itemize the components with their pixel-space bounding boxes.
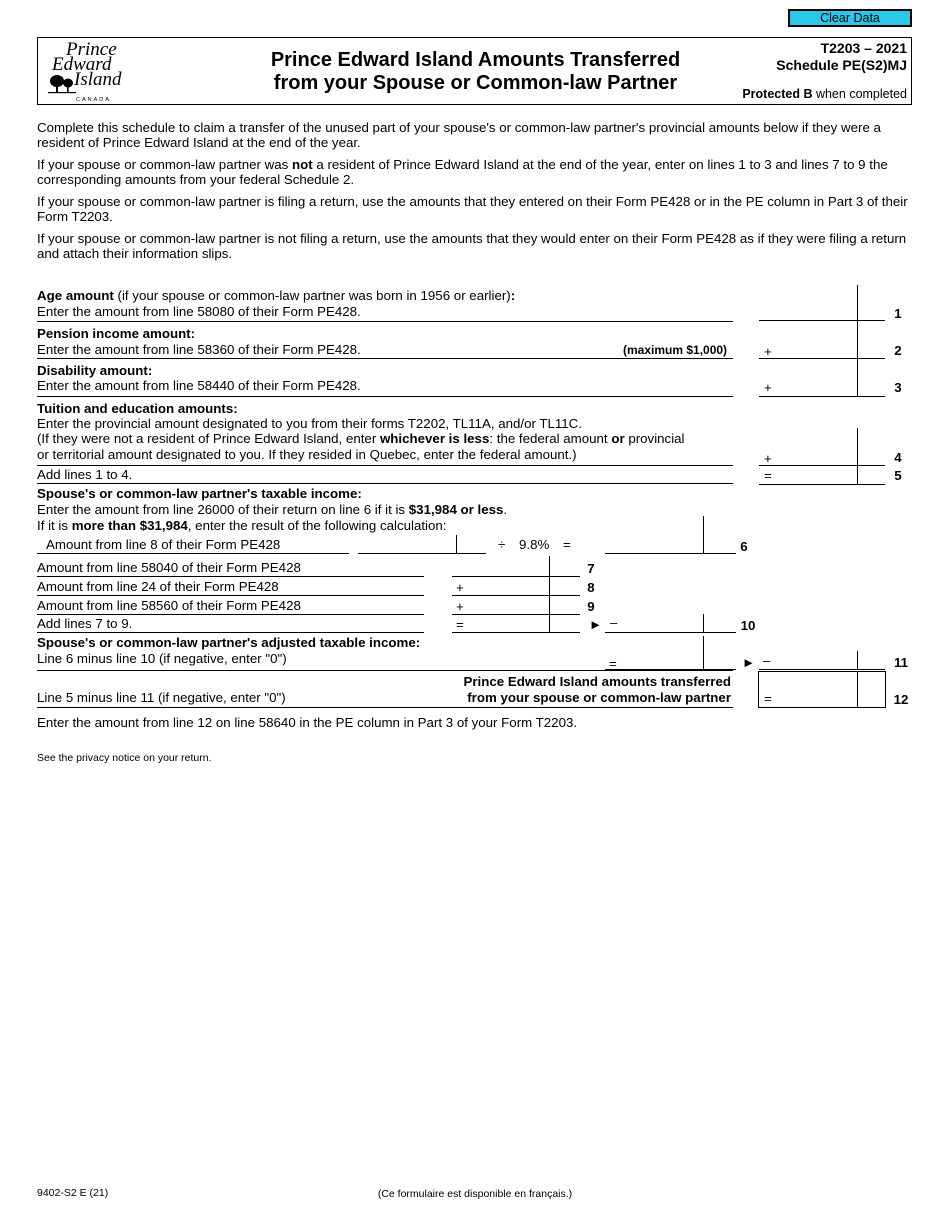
line11-minus: – xyxy=(763,653,771,668)
line-number-12: 12 xyxy=(893,692,909,707)
line11-arrow-icon: ► xyxy=(742,655,756,670)
line4-desc1: Enter the provincial amount designated to you from their forms T2202, TL11A, and/or TL11C. xyxy=(37,416,582,431)
line11-sub-amount-input[interactable] xyxy=(622,652,703,669)
line11-equals: = xyxy=(609,656,617,671)
line9-desc: Amount from line 58560 of their Form PE428 xyxy=(37,598,301,613)
line10-minus: – xyxy=(610,615,618,630)
line6-amount-input[interactable] xyxy=(606,536,703,553)
line4-desc2: (If they were not a resident of Prince Edward Island, enter whichever is less: the federal amount or provincial xyxy=(37,431,685,446)
line4-amount-input[interactable] xyxy=(775,448,856,465)
line12-amount-input[interactable] xyxy=(776,688,856,705)
clear-data-button[interactable]: Clear Data xyxy=(788,9,912,27)
line-number-5: 5 xyxy=(894,468,902,483)
line2-plus: + xyxy=(764,344,772,359)
row-separator xyxy=(37,358,733,359)
line12-desc: Line 5 minus line 11 (if negative, enter "0") xyxy=(37,690,286,705)
intro-p3: If your spouse or common-law partner is filing a return, use the amounts that they entered on their Form PE428 or in the PE column in Part 3 of their Form T2203. xyxy=(37,194,908,224)
line10-sub-amount-input[interactable] xyxy=(467,616,549,632)
line10-equals: = xyxy=(456,617,464,632)
line11-title: Spouse's or common-law partner's adjusted taxable income: xyxy=(37,635,421,650)
line8-plus: + xyxy=(456,580,464,595)
line7-desc: Amount from line 58040 of their Form PE428 xyxy=(37,560,301,575)
line10-amount-input[interactable] xyxy=(622,615,703,632)
line2-amount-input[interactable] xyxy=(775,341,856,358)
line2-title: Pension income amount: xyxy=(37,326,196,341)
row-separator xyxy=(37,670,733,671)
line3-desc: Enter the amount from line 58440 of their Form PE428. xyxy=(37,378,361,393)
line12-equals: = xyxy=(764,691,772,706)
line9-plus: + xyxy=(456,599,464,614)
line7-amount-input[interactable] xyxy=(452,559,549,576)
protected-label: Protected B when completed xyxy=(742,87,907,101)
line12-label2: from your spouse or common-law partner xyxy=(467,690,731,705)
line-number-8: 8 xyxy=(587,580,595,595)
row-separator xyxy=(37,396,733,397)
footer-french-note: (Ce formulaire est disponible en français.) xyxy=(377,1188,573,1200)
line1-underline xyxy=(759,320,885,321)
line10-arrow-icon: ► xyxy=(589,617,603,632)
line-number-11: 11 xyxy=(893,655,909,670)
line-number-6: 6 xyxy=(740,539,748,554)
line-number-4: 4 xyxy=(894,450,902,465)
line-number-3: 3 xyxy=(894,380,902,395)
line5-amount-input[interactable] xyxy=(775,467,856,484)
pei-logo: Prince Edward Island CANADA xyxy=(46,40,136,102)
line9-amount-input[interactable] xyxy=(467,597,549,614)
line1-amount-input[interactable] xyxy=(760,303,856,320)
line2-max: (maximum $1,000) xyxy=(623,343,728,357)
line4-plus: + xyxy=(764,451,772,466)
line3-title: Disability amount: xyxy=(37,363,153,378)
line6-title: Spouse's or common-law partner's taxable income: xyxy=(37,486,362,501)
line8-desc: Amount from line 24 of their Form PE428 xyxy=(37,579,279,594)
line6-rate: 9.8% xyxy=(519,537,550,552)
line-number-1: 1 xyxy=(894,306,902,321)
row-separator xyxy=(37,465,733,466)
line6-divide: ÷ xyxy=(498,537,506,552)
line6-desc2: If it is more than $31,984, enter the result of the following calculation: xyxy=(37,518,447,533)
line-number-7: 7 xyxy=(587,561,595,576)
intro-p1: Complete this schedule to claim a transfer of the unused part of your spouse's or common-law partner's provincial amounts below if they were a resident of Prince Edward Island at the end of the year. xyxy=(37,120,881,150)
line1-desc: Enter the amount from line 58080 of their Form PE428. xyxy=(37,304,361,319)
line1-title: Age amount (if your spouse or common-law partner was born in 1956 or earlier): xyxy=(37,288,516,303)
line3-amount-input[interactable] xyxy=(775,378,856,395)
line10-desc: Add lines 7 to 9. xyxy=(37,616,133,631)
line5-equals: = xyxy=(764,468,772,483)
line5-desc: Add lines 1 to 4. xyxy=(37,467,133,482)
line12-label1: Prince Edward Island amounts transferred xyxy=(463,674,731,689)
row-separator xyxy=(37,321,733,322)
intro-p2: If your spouse or common-law partner was not a resident of Prince Edward Island at the end of the year, enter on lines 1 to 3 and lines 7 to 9 the corresponding amounts from your federal Schedule 2. xyxy=(37,157,888,187)
line6-desc1: Enter the amount from line 26000 of their return on line 6 if it is $31,984 or less. xyxy=(37,502,508,517)
line-number-2: 2 xyxy=(894,343,902,358)
tree-icon xyxy=(48,74,76,94)
line-number-9: 9 xyxy=(587,599,595,614)
line11-desc: Line 6 minus line 10 (if negative, enter "0") xyxy=(37,651,287,666)
line11-amount-input[interactable] xyxy=(775,652,856,669)
col-divider xyxy=(857,285,858,397)
row-separator xyxy=(37,483,733,484)
line6-calc-label: Amount from line 8 of their Form PE428 xyxy=(46,537,281,552)
header-box: Prince Edward Island CANADA Prince Edward Island Amounts Transferred from your Spouse or Common-law Partner T2203 – 2021 Schedule PE(S2)MJ Protected B when completed xyxy=(37,37,912,105)
col-divider xyxy=(857,428,858,484)
intro-p4: If your spouse or common-law partner is not filing a return, use the amounts that they would enter on their Form PE428 as if they were filing a return and attach their information slips. xyxy=(37,231,907,261)
line3-plus: + xyxy=(764,380,772,395)
line2-desc: Enter the amount from line 58360 of their Form PE428. xyxy=(37,342,361,357)
line-number-10: 10 xyxy=(740,618,756,633)
line6-equals: = xyxy=(563,537,571,552)
line6-pe428-amount-input[interactable] xyxy=(358,536,456,553)
footer-form-code: 9402-S2 E (21) xyxy=(37,1187,109,1199)
closing-instruction: Enter the amount from line 12 on line 58640 in the PE column in Part 3 of your Form T2203. xyxy=(37,715,578,730)
line8-amount-input[interactable] xyxy=(467,578,549,595)
privacy-notice: See the privacy notice on your return. xyxy=(37,752,212,764)
line4-title: Tuition and education amounts: xyxy=(37,401,238,416)
line4-desc3: or territorial amount designated to you. If they resided in Quebec, enter the federal amount.) xyxy=(37,447,577,462)
